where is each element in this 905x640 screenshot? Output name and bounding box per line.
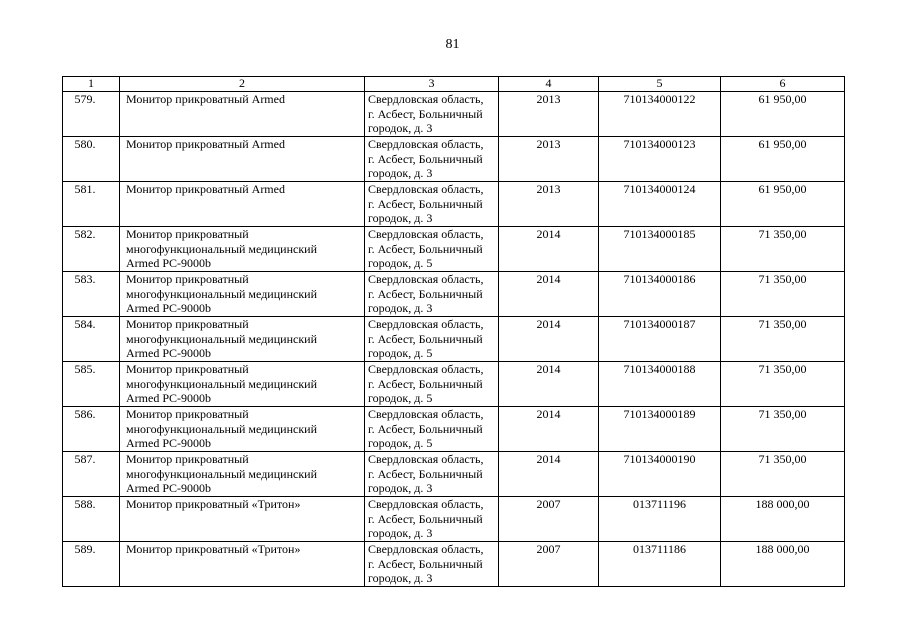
item-name-line: Armed PC-9000b	[126, 436, 211, 451]
item-address-line: городок, д. 3	[368, 571, 433, 586]
item-year: 2014	[499, 272, 599, 317]
table-header-row	[63, 77, 845, 92]
item-name-line: Монитор прикроватный Armed	[126, 182, 285, 196]
table-row	[63, 542, 845, 587]
inventory-number: 013711186	[599, 542, 721, 587]
item-address-line: г. Асбест, Больничный	[368, 151, 483, 166]
item-address-line: городок, д. 3	[368, 301, 433, 316]
item-year: 2014	[499, 227, 599, 272]
item-year: 2014	[499, 407, 599, 452]
item-price: 71 350,00	[721, 227, 845, 272]
item-name-line: многофункциональный медицинский	[126, 421, 317, 436]
inventory-number: 710134000188	[599, 362, 721, 407]
item-name	[120, 272, 365, 317]
row-number: 580.	[63, 137, 120, 182]
item-name-line: Armed PC-9000b	[126, 256, 211, 271]
item-address-line: г. Асбест, Больничный	[368, 196, 483, 211]
item-price: 188 000,00	[721, 542, 845, 587]
item-address-line: Свердловская область,	[368, 317, 484, 331]
item-name	[120, 317, 365, 362]
inventory-table	[62, 76, 845, 587]
table-row	[63, 137, 845, 182]
item-address-line: г. Асбест, Больничный	[368, 466, 483, 481]
item-price: 61 950,00	[721, 92, 845, 137]
item-year: 2013	[499, 92, 599, 137]
table-row	[63, 227, 845, 272]
item-address-line: Свердловская область,	[368, 137, 484, 151]
item-name	[120, 452, 365, 497]
item-price: 71 350,00	[721, 407, 845, 452]
item-price: 71 350,00	[721, 317, 845, 362]
table-row	[63, 497, 845, 542]
item-name-line: Монитор прикроватный	[126, 452, 249, 466]
row-number: 584.	[63, 317, 120, 362]
row-number: 588.	[63, 497, 120, 542]
item-name-line: многофункциональный медицинский	[126, 466, 317, 481]
item-name	[120, 497, 365, 542]
item-address-line: городок, д. 3	[368, 211, 433, 226]
header-col-5: 5	[599, 77, 721, 92]
inventory-number: 013711196	[599, 497, 721, 542]
item-address-line: г. Асбест, Больничный	[368, 241, 483, 256]
item-address-line: Свердловская область,	[368, 182, 484, 196]
item-name	[120, 137, 365, 182]
item-address-line: Свердловская область,	[368, 542, 484, 556]
item-address-line: Свердловская область,	[368, 362, 484, 376]
row-number: 583.	[63, 272, 120, 317]
table-row	[63, 92, 845, 137]
item-address-line: Свердловская область,	[368, 92, 484, 106]
item-price: 61 950,00	[721, 182, 845, 227]
item-address	[365, 272, 499, 317]
row-number: 585.	[63, 362, 120, 407]
item-address	[365, 92, 499, 137]
row-number: 582.	[63, 227, 120, 272]
item-address-line: городок, д. 3	[368, 121, 433, 136]
item-name-line: Монитор прикроватный	[126, 317, 249, 331]
table-row	[63, 407, 845, 452]
item-price: 188 000,00	[721, 497, 845, 542]
item-address	[365, 452, 499, 497]
item-year: 2014	[499, 362, 599, 407]
item-address-line: городок, д. 3	[368, 481, 433, 496]
item-price: 71 350,00	[721, 272, 845, 317]
item-year: 2014	[499, 317, 599, 362]
row-number: 587.	[63, 452, 120, 497]
item-name-line: Монитор прикроватный «Тритон»	[126, 542, 301, 556]
item-name-line: Монитор прикроватный	[126, 407, 249, 421]
inventory-number: 710134000124	[599, 182, 721, 227]
item-name-line: многофункциональный медицинский	[126, 376, 317, 391]
item-name-line: Монитор прикроватный	[126, 362, 249, 376]
row-number: 579.	[63, 92, 120, 137]
item-year: 2007	[499, 497, 599, 542]
item-address-line: г. Асбест, Больничный	[368, 421, 483, 436]
item-name-line: многофункциональный медицинский	[126, 241, 317, 256]
item-price: 71 350,00	[721, 452, 845, 497]
inventory-number: 710134000189	[599, 407, 721, 452]
item-address	[365, 137, 499, 182]
item-address-line: городок, д. 3	[368, 526, 433, 541]
item-address	[365, 182, 499, 227]
item-price: 71 350,00	[721, 362, 845, 407]
item-name	[120, 542, 365, 587]
header-col-6: 6	[721, 77, 845, 92]
item-address	[365, 227, 499, 272]
item-name-line: многофункциональный медицинский	[126, 286, 317, 301]
item-address-line: городок, д. 5	[368, 256, 433, 271]
item-address-line: Свердловская область,	[368, 452, 484, 466]
item-address-line: Свердловская область,	[368, 227, 484, 241]
item-name-line: Armed PC-9000b	[126, 346, 211, 361]
row-number: 581.	[63, 182, 120, 227]
table-row	[63, 362, 845, 407]
item-address-line: городок, д. 5	[368, 391, 433, 406]
page-number: 81	[445, 37, 460, 52]
item-name	[120, 182, 365, 227]
table-row	[63, 182, 845, 227]
item-address	[365, 362, 499, 407]
item-address-line: городок, д. 3	[368, 166, 433, 181]
item-name-line: Монитор прикроватный Armed	[126, 137, 285, 151]
item-address-line: г. Асбест, Больничный	[368, 376, 483, 391]
item-address-line: городок, д. 5	[368, 436, 433, 451]
item-name-line: Монитор прикроватный «Тритон»	[126, 497, 301, 511]
item-address	[365, 407, 499, 452]
inventory-number: 710134000123	[599, 137, 721, 182]
item-address-line: г. Асбест, Больничный	[368, 556, 483, 571]
item-price: 61 950,00	[721, 137, 845, 182]
item-address-line: городок, д. 5	[368, 346, 433, 361]
header-col-1: 1	[63, 77, 120, 92]
row-number: 589.	[63, 542, 120, 587]
item-address-line: Свердловская область,	[368, 272, 484, 286]
item-name-line: Монитор прикроватный Armed	[126, 92, 285, 106]
inventory-number: 710134000190	[599, 452, 721, 497]
item-year: 2014	[499, 452, 599, 497]
item-name	[120, 362, 365, 407]
header-col-3: 3	[365, 77, 499, 92]
inventory-number: 710134000187	[599, 317, 721, 362]
item-name-line: многофункциональный медицинский	[126, 331, 317, 346]
item-address	[365, 497, 499, 542]
header-col-2: 2	[120, 77, 365, 92]
item-name	[120, 407, 365, 452]
item-name	[120, 227, 365, 272]
item-address-line: г. Асбест, Больничный	[368, 511, 483, 526]
table-body	[63, 92, 845, 587]
item-name-line: Монитор прикроватный	[126, 272, 249, 286]
header-col-4: 4	[499, 77, 599, 92]
table-row	[63, 452, 845, 497]
table-row	[63, 317, 845, 362]
item-address-line: Свердловская область,	[368, 407, 484, 421]
table-row	[63, 272, 845, 317]
item-year: 2013	[499, 182, 599, 227]
row-number: 586.	[63, 407, 120, 452]
item-year: 2013	[499, 137, 599, 182]
item-address-line: г. Асбест, Больничный	[368, 286, 483, 301]
item-address	[365, 542, 499, 587]
inventory-number: 710134000122	[599, 92, 721, 137]
item-address	[365, 317, 499, 362]
item-address-line: г. Асбест, Больничный	[368, 331, 483, 346]
item-name-line: Armed PC-9000b	[126, 391, 211, 406]
item-address-line: Свердловская область,	[368, 497, 484, 511]
item-name-line: Armed PC-9000b	[126, 301, 211, 316]
inventory-number: 710134000185	[599, 227, 721, 272]
item-address-line: г. Асбест, Больничный	[368, 106, 483, 121]
item-name-line: Монитор прикроватный	[126, 227, 249, 241]
inventory-number: 710134000186	[599, 272, 721, 317]
item-year: 2007	[499, 542, 599, 587]
item-name	[120, 92, 365, 137]
item-name-line: Armed PC-9000b	[126, 481, 211, 496]
